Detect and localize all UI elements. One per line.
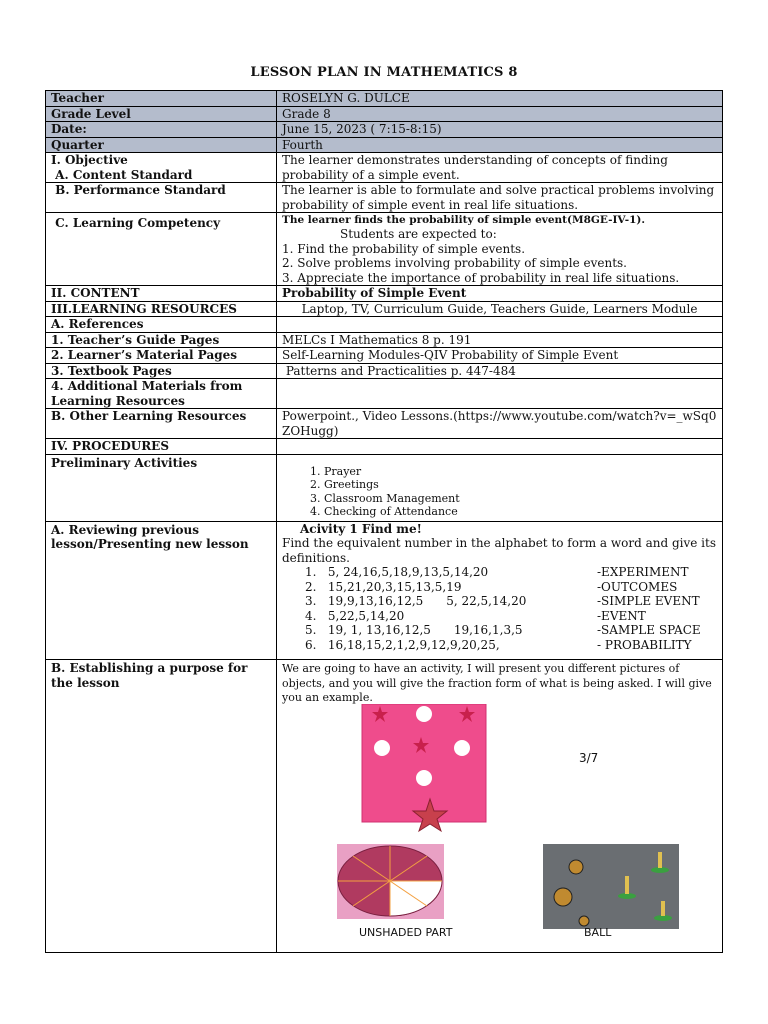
- purpose-text: We are going to have an activity, I will present you different pictures of objects, and you will give the fraction form of what is being asked. I will give you an example.: [282, 662, 712, 704]
- performance-standard-label: B. Performance Standard: [46, 183, 277, 213]
- textbook-row: [46, 363, 723, 379]
- preliminary-label: Preliminary Activities: [46, 454, 277, 521]
- expected-heading: Students are expected to:: [340, 227, 497, 241]
- activity-question: 2. 15,21,20,3,15,13,5,19: [305, 579, 462, 594]
- additional-materials-value: [277, 379, 723, 409]
- list-item: [305, 580, 717, 595]
- content-value: Probability of Simple Event: [277, 286, 723, 302]
- list-item: 3. Classroom Management: [310, 491, 460, 505]
- activity-question: 1. 5, 24,16,5,18,9,13,5,14,20: [305, 565, 489, 579]
- activity-question: 3. 19,9,13,16,12,5 5, 22,5,14,20: [305, 594, 527, 608]
- activity-answer: -EXPERIMENT: [597, 565, 689, 579]
- list-item: 4. Checking of Attendance: [310, 505, 458, 518]
- other-resources-value: Powerpoint., Video Lessons.(https://www.youtube.com/watch?v=_wSq0ZOHugg): [277, 409, 723, 439]
- lesson-plan-table: [45, 90, 723, 953]
- content-row: [46, 286, 723, 302]
- activity-answer: -EVENT: [597, 608, 646, 623]
- review-label: A. Reviewing previous lesson/Presenting new lesson: [46, 521, 277, 660]
- teacher-value: ROSELYN G. DULCE: [277, 91, 723, 107]
- performance-standard-value: The learner is able to formulate and solve practical problems involving probability of simple event in real life situations.: [277, 183, 723, 213]
- references-label: A. References: [46, 317, 277, 333]
- teachers-guide-label: 1. Teacher’s Guide Pages: [46, 332, 277, 348]
- activity-instructions: Find the equivalent number in the alphabet to form a word and give its definitions.: [282, 536, 717, 565]
- objective-heading: I. Objective: [51, 153, 128, 167]
- activity-answer: - PROBABILITY: [597, 637, 692, 652]
- activity-answer: -SAMPLE SPACE: [597, 623, 701, 637]
- procedures-label: IV. PROCEDURES: [46, 439, 277, 455]
- date-row: [46, 122, 723, 138]
- activity-question: 4. 5,22,5,14,20: [305, 608, 405, 623]
- preliminary-list: [282, 455, 717, 519]
- procedures-row: [46, 439, 723, 455]
- grade-row: [46, 106, 723, 122]
- learners-material-label: 2. Learner’s Material Pages: [46, 348, 277, 364]
- list-item: [305, 565, 717, 580]
- ball-icon: [579, 916, 589, 926]
- preliminary-row: [46, 454, 723, 521]
- teacher-label: Teacher: [46, 91, 277, 107]
- content-standard-label: A. Content Standard: [51, 167, 193, 182]
- competency-title: The learner finds the probability of simple event(M8GE-IV-1).: [282, 214, 646, 226]
- activity-question: 6. 16,18,15,2,1,2,9,12,9,20,25,: [305, 637, 500, 652]
- circle-icon: [374, 740, 390, 756]
- content-standard-value: The learner demonstrates understanding of concepts of finding probability of a simple event.: [277, 153, 723, 183]
- activity-answer: -OUTCOMES: [597, 579, 678, 594]
- learning-resources-value: Laptop, TV, Curriculum Guide, Teachers Guide, Learners Module: [277, 301, 723, 317]
- quarter-value: Fourth: [277, 137, 723, 153]
- content-standard-row: [46, 153, 723, 183]
- objective-item: 2. Solve problems involving probability of simple events.: [282, 256, 627, 270]
- list-item: [305, 594, 717, 609]
- content-label: II. CONTENT: [46, 286, 277, 302]
- objective-item: 1. Find the probability of simple events.: [282, 241, 526, 256]
- additional-materials-label: 4. Additional Materials from Learning Resources: [46, 379, 277, 409]
- document-title: LESSON PLAN IN MATHEMATICS 8: [250, 65, 518, 80]
- teachers-guide-row: [46, 332, 723, 348]
- objective-item: 3. Appreciate the importance of probability in real life situations.: [282, 270, 680, 285]
- activity-list: [282, 565, 717, 652]
- list-item: 2. Greetings: [310, 478, 379, 491]
- learners-material-value: Self-Learning Modules-QIV Probability of Simple Event: [277, 348, 723, 364]
- list-item: 1. Prayer: [310, 464, 362, 478]
- ball-icon: [554, 888, 572, 906]
- textbook-label: 3. Textbook Pages: [46, 363, 277, 379]
- caption-ball: BALL: [584, 926, 612, 939]
- caption-unshaded: UNSHADED PART: [359, 926, 453, 939]
- activity-answer: -SIMPLE EVENT: [597, 594, 700, 608]
- list-item: [305, 638, 717, 653]
- teachers-guide-value: MELCs I Mathematics 8 p. 191: [277, 332, 723, 348]
- circle-icon: [454, 740, 470, 756]
- purpose-row: [46, 660, 723, 953]
- list-item: [305, 609, 717, 624]
- list-item: [305, 623, 717, 638]
- circle-icon: [416, 770, 432, 786]
- learning-resources-label: III.LEARNING RESOURCES: [46, 301, 277, 317]
- date-label: Date:: [46, 122, 277, 138]
- purpose-illustrations: [277, 704, 723, 942]
- date-value: June 15, 2023 ( 7:15-8:15): [277, 122, 723, 138]
- textbook-value: Patterns and Practicalities p. 447-484: [277, 363, 723, 379]
- example-fraction: 3/7: [579, 751, 599, 765]
- circle-icon: [416, 706, 432, 722]
- learning-competency-label: C. Learning Competency: [46, 213, 277, 286]
- pink-card-image: [362, 704, 486, 822]
- activity-question: 5. 19, 1, 13,16,12,5 19,16,1,3,5: [305, 623, 523, 637]
- grade-label: Grade Level: [46, 106, 277, 122]
- teacher-row: [46, 91, 723, 107]
- additional-materials-row: [46, 379, 723, 409]
- learning-competency-row: [46, 213, 723, 286]
- soccer-image: [543, 844, 679, 929]
- ball-icon: [569, 860, 583, 874]
- performance-standard-row: [46, 183, 723, 213]
- purpose-label: B. Establishing a purpose for the lesson: [46, 660, 277, 953]
- activity-title: Acivity 1 Find me!: [300, 521, 422, 536]
- other-resources-row: [46, 409, 723, 439]
- review-row: [46, 521, 723, 660]
- quarter-label: Quarter: [46, 137, 277, 153]
- grade-value: Grade 8: [277, 106, 723, 122]
- quarter-row: [46, 137, 723, 153]
- other-resources-label: B. Other Learning Resources: [46, 409, 277, 439]
- learners-material-row: [46, 348, 723, 364]
- pie-image: [337, 844, 444, 919]
- references-row: [46, 317, 723, 333]
- learning-resources-row: [46, 301, 723, 317]
